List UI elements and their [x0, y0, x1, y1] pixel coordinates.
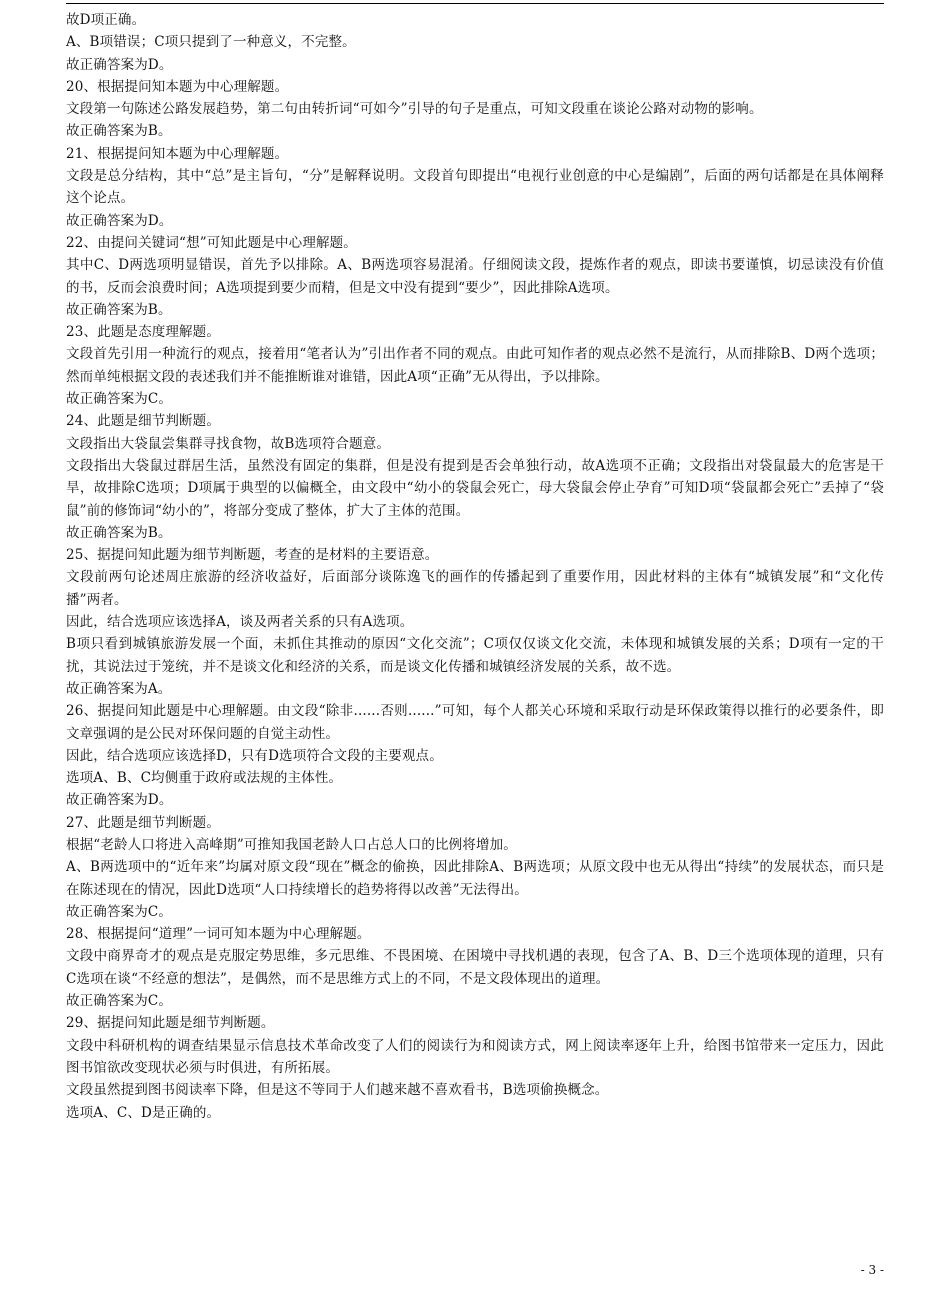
question-heading: 25、据提问知此题为细节判断题，考查的是材料的主要语意。 [66, 547, 439, 564]
text-line: 文段虽然提到图书阅读率下降，但是这不等同于人们越来越不喜欢看书，B选项偷换概念。 [66, 1082, 609, 1099]
text-line: 故正确答案为B。 [66, 123, 172, 140]
text-line: 故正确答案为D。 [66, 212, 173, 229]
text-line: B项只看到城镇旅游发展一个面，未抓住其推动的原因“文化交流”；C项仅仅谈文化交流，未体现和城镇发展的关系；D项有一定的干扰，其说法过于笼统，并不是谈文化和经济的关系，而是谈文化传播和城镇经济发展的关系，故不选。 [66, 636, 884, 675]
text-line: 文段是总分结构，其中“总”是主旨句，“分”是解释说明。文段首句即提出“电视行业创意的中心是编剧”，后面的两句话都是在具体阐释这个论点。 [66, 168, 884, 207]
question-heading: 29、据提问知此题是细节判断题。 [66, 1015, 275, 1032]
text-line: 文段中科研机构的调查结果显示信息技术革命改变了人们的阅读行为和阅读方式，网上阅读率逐年上升，给图书馆带来一定压力，因此图书馆欲改变现状必须与时俱进，有所拓展。 [66, 1037, 884, 1076]
text-line: 其中C、D两选项明显错误，首先予以排除。A、B两选项容易混淆。仔细阅读文段，提炼作者的观点，即读书要谨慎，切忌读没有价值的书，反而会浪费时间；A选项提到要少而精，但是文中没有提到“要少”，因此排除A选项。 [66, 257, 884, 296]
text-line: A、B两选项中的“近年来”均属对原文段“现在”概念的偷换，因此排除A、B两选项；从原文段中也无从得出“持续”的发展状态，而只是在陈述现在的情况，因此D选项“人口持续增长的趋势将得以改善”无法得出。 [66, 859, 884, 898]
text-line: 选项A、C、D是正确的。 [66, 1104, 221, 1121]
text-line: 故正确答案为C。 [66, 391, 173, 408]
text-line: 故正确答案为B。 [66, 524, 172, 541]
text-line: 故正确答案为D。 [66, 56, 173, 73]
document-body [66, 9, 884, 1124]
text-line: 因此，结合选项应该选择D，只有D选项符合文段的主要观点。 [66, 747, 443, 764]
question-heading: 22、由提问关键词“想”可知此题是中心理解题。 [66, 234, 357, 251]
text-line: 文段中商界奇才的观点是克服定势思维，多元思维、不畏困境、在困境中寻找机遇的表现，包含了A、B、D三个选项体现的道理，只有C选项在谈“不经意的想法”，是偶然，而不是思维方式上的不同，不是文段体现出的道理。 [66, 948, 884, 987]
text-line: 故正确答案为D。 [66, 792, 173, 809]
text-line: 选项A、B、C均侧重于政府或法规的主体性。 [66, 770, 343, 787]
text-line: A、B项错误；C项只提到了一种意义，不完整。 [66, 34, 356, 51]
header-rule [66, 3, 884, 4]
text-line: 文段前两句论述周庄旅游的经济收益好，后面部分谈陈逸飞的画作的传播起到了重要作用，因此材料的主体有“城镇发展”和“文化传播”两者。 [66, 569, 884, 608]
text-line: 因此，结合选项应该选择A，谈及两者关系的只有A选项。 [66, 614, 414, 631]
text-line: 故正确答案为C。 [66, 903, 173, 920]
text-line: 文段首先引用一种流行的观点，接着用“笔者认为”引出作者不同的观点。由此可知作者的观点必然不是流行，从而排除B、D两个选项；然而单纯根据文段的表述我们并不能推断谁对谁错，因此A项“正确”无从得出，予以排除。 [66, 346, 884, 385]
page-number: - 3 - [860, 1263, 884, 1277]
text-line: 故D项正确。 [66, 12, 146, 28]
question-heading: 28、根据提问“道理”一词可知本题为中心理解题。 [66, 926, 371, 943]
question-heading: 24、此题是细节判断题。 [66, 413, 220, 430]
text-line: 文段指出大袋鼠过群居生活，虽然没有固定的集群，但是没有提到是否会单独行动，故A选项不正确；文段指出对袋鼠最大的危害是干旱，故排除C选项；D项属于典型的以偏概全，由文段中“幼小的袋鼠会死亡，母大袋鼠会停止孕育”可知D项“袋鼠都会死亡”丢掉了“袋鼠”前的修饰词“幼小的”，将部分变成了整体，扩大了主体的范围。 [66, 457, 884, 519]
text-line: 根据“老龄人口将进入高峰期”可推知我国老龄人口占总人口的比例将增加。 [66, 836, 517, 853]
text-line: 故正确答案为A。 [66, 680, 172, 697]
question-heading: 27、此题是细节判断题。 [66, 814, 220, 831]
text-line: 故正确答案为B。 [66, 301, 172, 318]
text-line: 文段第一句陈述公路发展趋势，第二句由转折词“可如今”引导的句子是重点，可知文段重在谈论公路对动物的影响。 [66, 101, 763, 118]
text-line: 文段指出大袋鼠尝集群寻找食物，故B选项符合题意。 [66, 435, 391, 452]
text-line: 故正确答案为C。 [66, 993, 173, 1010]
question-heading: 23、此题是态度理解题。 [66, 324, 220, 341]
question-heading: 26、据提问知此题是中心理解题。由文段“除非......否则......”可知，每个人都关心环境和采取行动是环保政策得以推行的必要条件，即文章强调的是公民对环保问题的自觉主动性。 [66, 703, 884, 742]
question-heading: 21、根据提问知本题为中心理解题。 [66, 145, 289, 162]
question-heading: 20、根据提问知本题为中心理解题。 [66, 78, 289, 95]
